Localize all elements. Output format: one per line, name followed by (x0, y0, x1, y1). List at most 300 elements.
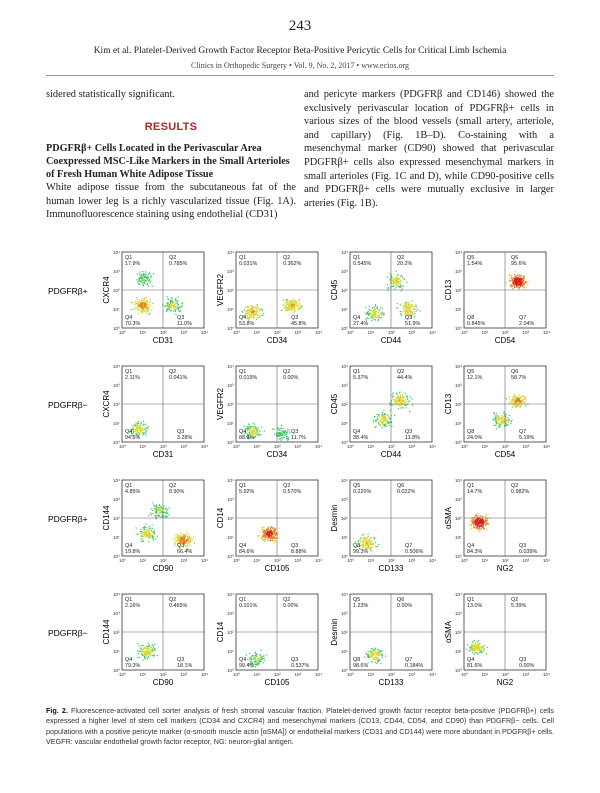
quadrant-label: Q4 (125, 315, 133, 321)
y-tick-label: 10⁰ (455, 554, 462, 559)
scatter-point (384, 424, 385, 425)
scatter-point (406, 304, 407, 305)
scatter-point (167, 308, 168, 309)
scatter-point (394, 289, 395, 290)
scatter-point (270, 529, 271, 530)
scatter-point (394, 403, 395, 404)
scatter-point (475, 524, 476, 525)
scatter-point (512, 283, 513, 284)
scatter-point (249, 317, 250, 318)
x-axis-title: CD34 (266, 336, 288, 345)
scatter-point (247, 426, 248, 427)
y-tick-label: 10⁰ (113, 326, 120, 331)
scatter-point (484, 523, 485, 524)
scatter-point (503, 413, 504, 414)
scatter-point (475, 525, 476, 526)
quadrant-value: 0.545% (353, 261, 372, 267)
y-tick-label: 10⁰ (455, 668, 462, 673)
quadrant-value: 51.9% (405, 321, 421, 327)
scatter-point (514, 405, 515, 406)
scatter-point (169, 305, 170, 306)
scatter-point (474, 649, 475, 650)
scatter-point (149, 279, 150, 280)
quadrant-label: Q8 (467, 315, 475, 321)
page-number: 243 (288, 18, 312, 34)
scatter-point (260, 537, 261, 538)
scatter-point (470, 520, 471, 521)
scatter-point (363, 546, 364, 547)
quadrant-value: 0.220% (353, 489, 372, 495)
scatter-point (132, 425, 133, 426)
scatter-point (378, 423, 379, 424)
scatter-point (516, 402, 517, 403)
x-tick-label: 10¹ (139, 672, 147, 677)
scatter-point (146, 428, 147, 429)
x-tick-label: 10³ (180, 330, 188, 335)
scatter-point (512, 400, 513, 401)
y-tick-label: 10³ (113, 269, 120, 274)
y-tick-label: 10³ (227, 497, 234, 502)
scatter-point (257, 315, 258, 316)
x-axis-title: NG2 (496, 678, 514, 687)
scatter-point (405, 407, 406, 408)
scatter-point (502, 415, 503, 416)
x-axis-title: CD133 (378, 678, 404, 687)
scatter-point (404, 400, 405, 401)
scatter-point (515, 402, 516, 403)
scatter-point (143, 428, 144, 429)
scatter-point (520, 275, 521, 276)
scatter-point (389, 425, 390, 426)
scatter-point (516, 399, 517, 400)
scatter-point (495, 425, 496, 426)
scatter-point (151, 536, 152, 537)
scatter-point (258, 535, 259, 536)
scatter-point (170, 302, 171, 303)
scatter-point (147, 311, 148, 312)
scatter-point (400, 304, 401, 305)
quadrant-value: 0.00% (519, 663, 535, 669)
scatter-point (402, 394, 403, 395)
y-axis-title: CD45 (330, 393, 339, 415)
scatter-point (372, 315, 373, 316)
scatter-point (367, 656, 368, 657)
row-label: PDGFRβ− (48, 400, 88, 410)
scatter-point (175, 299, 176, 300)
quadrant-value: 3.28% (177, 435, 193, 441)
scatter-point (372, 311, 373, 312)
scatter-point (177, 300, 178, 301)
scatter-point (145, 308, 146, 309)
scatter-point (259, 660, 260, 661)
scatter-point (479, 529, 480, 530)
scatter-point (277, 534, 278, 535)
scatter-point (479, 520, 480, 521)
scatter-point (512, 280, 513, 281)
scatter-point (392, 281, 393, 282)
scatter-point (411, 305, 412, 306)
scatter-point (260, 661, 261, 662)
x-tick-label: 10⁴ (429, 330, 437, 335)
scatter-point (300, 305, 301, 306)
scatter-point (400, 276, 401, 277)
scatter-point (396, 280, 397, 281)
scatter-point (283, 434, 284, 435)
quadrant-label: Q2 (169, 369, 177, 375)
scatter-point (141, 429, 142, 430)
y-tick-label: 10⁴ (113, 250, 121, 255)
scatter-point (474, 654, 475, 655)
scatter-point (153, 504, 154, 505)
scatter-point (139, 645, 140, 646)
scatter-point (368, 536, 369, 537)
scatter-point (166, 508, 167, 509)
scatter-point (480, 651, 481, 652)
x-tick-label: 10⁴ (315, 558, 323, 563)
scatter-point (501, 422, 502, 423)
scatter-point (278, 427, 279, 428)
scatter-point (150, 513, 151, 514)
scatter-point (253, 426, 254, 427)
scatter-point (516, 401, 517, 402)
scatter-point (485, 521, 486, 522)
scatter-point (151, 508, 152, 509)
row-label: PDGFRβ+ (48, 514, 88, 524)
scatter-point (289, 430, 290, 431)
scatter-point (407, 396, 408, 397)
scatter-point (484, 645, 485, 646)
scatter-point (149, 526, 150, 527)
scatter-point (519, 394, 520, 395)
scatter-point (273, 536, 274, 537)
scatter-point (138, 653, 139, 654)
scatter-point (370, 549, 371, 550)
scatter-point (147, 307, 148, 308)
scatter-point (392, 283, 393, 284)
quadrant-label: Q1 (467, 483, 475, 489)
quadrant-label: Q1 (239, 483, 247, 489)
row-label: PDGFRβ+ (48, 286, 88, 296)
scatter-point (254, 424, 255, 425)
scatter-point (374, 319, 375, 320)
scatter-point (412, 305, 413, 306)
scatter-point (148, 657, 149, 658)
scatter-point (168, 309, 169, 310)
x-tick-label: 10³ (408, 444, 416, 449)
scatter-point (143, 299, 144, 300)
scatter-point (168, 305, 169, 306)
y-tick-label: 10³ (227, 611, 234, 616)
scatter-point (501, 420, 502, 421)
scatter-point (374, 657, 375, 658)
scatter-point (183, 534, 184, 535)
scatter-point (261, 309, 262, 310)
y-tick-label: 10⁰ (341, 326, 348, 331)
scatter-point (416, 310, 417, 311)
scatter-point (365, 539, 366, 540)
scatter-point (473, 651, 474, 652)
scatter-point (152, 537, 153, 538)
scatter-point (401, 275, 402, 276)
scatter-point (374, 651, 375, 652)
scatter-point (142, 271, 143, 272)
scatter-point (145, 424, 146, 425)
scatter-point (398, 406, 399, 407)
quadrant-label: Q3 (177, 429, 185, 435)
scatter-point (272, 532, 273, 533)
scatter-point (151, 534, 152, 535)
x-tick-label: 10⁴ (543, 672, 551, 677)
scatter-point (148, 535, 149, 536)
scatter-point (152, 524, 153, 525)
scatter-point (478, 513, 479, 514)
scatter-point (511, 423, 512, 424)
body-paragraph: White adipose tissue from the subcutaneous fat of the human lower leg is a richly vascularized tissue (Fig. 1A). Immunofluorescence staining using endothelial (CD31) (46, 182, 296, 221)
y-tick-label: 10⁴ (113, 478, 121, 483)
scatter-point (516, 276, 517, 277)
scatter-point (254, 657, 255, 658)
scatter-point (145, 276, 146, 277)
scatter-point (258, 433, 259, 434)
scatter-point (255, 312, 256, 313)
scatter-point (287, 429, 288, 430)
subheading: PDGFRβ+ Cells Located in the Perivascular Area Coexpressed MSC-Like Markers in the Small Arterioles of Fresh Human White Adipose Tissue (46, 143, 290, 181)
scatter-point (381, 422, 382, 423)
quadrant-value: 44.4% (397, 375, 413, 381)
scatter-point (376, 663, 377, 664)
scatter-point (374, 315, 375, 316)
scatter-point (259, 316, 260, 317)
scatter-point (404, 402, 405, 403)
scatter-point (382, 416, 383, 417)
scatter-point (397, 394, 398, 395)
scatter-point (392, 286, 393, 287)
scatter-point (378, 657, 379, 658)
scatter-point (294, 305, 295, 306)
scatter-point (137, 273, 138, 274)
scatter-point (262, 310, 263, 311)
scatter-point (388, 422, 389, 423)
scatter-point (511, 421, 512, 422)
x-tick-label: 10¹ (139, 330, 147, 335)
y-tick-label: 10³ (341, 497, 348, 502)
caption-text: Fluorescence-activated cell sorter analysis of fresh stromal vascular fraction. Platelet-derived growth factor receptor beta-positive (PDGFRβ+) cells expressed a higher level of stem cell markers (CD34 and CXCR4) and mesenchymal markers (CD13, CD44, CD54, and CD90) than PDGFRβ− cells. Cell populations with a positive pericyte marker (α-smooth muscle actin [αSMA]) or endothelial markers (CD31 and CD144) were more abundant in PDGFRβ+ cells. VEGFR: vascular endothelial growth factor receptor, NG: neuron-glial antigen. (46, 706, 555, 747)
scatter-point (368, 655, 369, 656)
scatter-point (173, 308, 174, 309)
scatter-point (414, 313, 415, 314)
scatter-point (472, 646, 473, 647)
scatter-point (393, 399, 394, 400)
scatter-point (414, 306, 415, 307)
scatter-point (259, 431, 260, 432)
y-tick-label: 10⁴ (227, 250, 235, 255)
scatter-point (407, 308, 408, 309)
scatter-point (373, 543, 374, 544)
scatter-point (414, 316, 415, 317)
scatter-point (267, 529, 268, 530)
quadrant-label: Q3 (519, 543, 527, 549)
scatter-point (294, 310, 295, 311)
scatter-point (148, 310, 149, 311)
scatter-point (261, 650, 262, 651)
scatter-point (396, 285, 397, 286)
scatter-point (392, 392, 393, 393)
scatter-point (187, 545, 188, 546)
x-tick-label: 10³ (180, 558, 188, 563)
scatter-point (256, 434, 257, 435)
scatter-point (176, 301, 177, 302)
scatter-point (259, 535, 260, 536)
y-tick-label: 10³ (113, 497, 120, 502)
scatter-point (519, 284, 520, 285)
scatter-point (475, 644, 476, 645)
x-axis-title: CD54 (494, 450, 516, 459)
scatter-point (514, 287, 515, 288)
scatter-point (272, 528, 273, 529)
scatter-point (147, 531, 148, 532)
scatter-point (153, 647, 154, 648)
scatter-point (149, 307, 150, 308)
scatter-point (148, 278, 149, 279)
scatter-point (285, 305, 286, 306)
scatter-point (256, 654, 257, 655)
scatter-point (385, 417, 386, 418)
scatter-point (293, 302, 294, 303)
scatter-point (274, 527, 275, 528)
scatter-point (394, 415, 395, 416)
x-tick-label: 10² (388, 558, 395, 563)
scatter-point (150, 299, 151, 300)
x-tick-label: 10⁰ (347, 444, 354, 449)
scatter-point (420, 310, 421, 311)
scatter-point (417, 309, 418, 310)
quadrant-label: Q5 (467, 255, 475, 261)
scatter-point (524, 284, 525, 285)
scatter-point (142, 653, 143, 654)
scatter-point (159, 505, 160, 506)
scatter-point (159, 507, 160, 508)
scatter-point (143, 285, 144, 286)
quadrant-value: 19.8% (125, 549, 141, 555)
scatter-point (151, 309, 152, 310)
quadrant-value: 11.7% (291, 435, 306, 441)
scatter-point (152, 655, 153, 656)
scatter-point (381, 317, 382, 318)
scatter-point (377, 546, 378, 547)
scatter-point (510, 284, 511, 285)
scatter-point (138, 306, 139, 307)
scatter-point (473, 650, 474, 651)
scatter-point (514, 404, 515, 405)
scatter-point (137, 426, 138, 427)
quadrant-value: 84.3% (467, 549, 483, 555)
x-tick-label: 10³ (180, 444, 188, 449)
quadrant-value: 95.6% (511, 261, 527, 267)
y-axis-title: Desmin (330, 618, 339, 646)
scatter-point (469, 525, 470, 526)
scatter-point (145, 280, 146, 281)
scatter-point (525, 405, 526, 406)
scatter-point (521, 275, 522, 276)
scatter-point (385, 425, 386, 426)
scatter-point (299, 308, 300, 309)
scatter-point (375, 305, 376, 306)
scatter-point (271, 536, 272, 537)
scatter-point (395, 399, 396, 400)
scatter-point (482, 526, 483, 527)
x-tick-label: 10² (274, 672, 281, 677)
quadrant-label: Q2 (511, 483, 519, 489)
scatter-point (485, 516, 486, 517)
scatter-point (471, 528, 472, 529)
scatter-point (160, 516, 161, 517)
scatter-point (369, 306, 370, 307)
y-tick-label: 10⁰ (227, 668, 234, 673)
x-tick-label: 10⁴ (201, 672, 209, 677)
quadrant-value: 20.2% (397, 261, 413, 267)
scatter-point (524, 289, 525, 290)
scatter-point (133, 431, 134, 432)
scatter-point (270, 537, 271, 538)
scatter-point (144, 298, 145, 299)
y-tick-label: 10⁰ (341, 440, 348, 445)
scatter-point (362, 544, 363, 545)
scatter-point (154, 655, 155, 656)
scatter-point (143, 652, 144, 653)
scatter-point (260, 434, 261, 435)
quadrant-value: 79.3% (125, 663, 141, 669)
scatter-point (388, 421, 389, 422)
scatter-point (185, 545, 186, 546)
scatter-point (250, 314, 251, 315)
scatter-point (511, 286, 512, 287)
scatter-point (148, 653, 149, 654)
scatter-point (283, 428, 284, 429)
scatter-point (373, 420, 374, 421)
scatter-point (262, 529, 263, 530)
quadrant-label: Q3 (405, 315, 413, 321)
scatter-point (378, 544, 379, 545)
scatter-point (506, 398, 507, 399)
scatter-point (139, 428, 140, 429)
y-axis-title: Desmin (330, 504, 339, 532)
quadrant-value: 2.11% (125, 375, 140, 381)
scatter-point (142, 304, 143, 305)
scatter-point (509, 398, 510, 399)
scatter-point (142, 307, 143, 308)
scatter-point (264, 535, 265, 536)
x-tick-label: 10³ (522, 558, 530, 563)
x-tick-label: 10⁰ (347, 558, 354, 563)
scatter-point (487, 647, 488, 648)
quadrant-label: Q1 (353, 255, 361, 261)
scatter-point (524, 282, 525, 283)
scatter-point (511, 275, 512, 276)
quadrant-value: 27.4% (353, 321, 369, 327)
quadrant-label: Q8 (467, 429, 475, 435)
scatter-point (143, 273, 144, 274)
scatter-point (257, 312, 258, 313)
scatter-point (149, 531, 150, 532)
quadrant-label: Q4 (125, 543, 133, 549)
scatter-point (519, 406, 520, 407)
scatter-point (405, 399, 406, 400)
scatter-point (516, 285, 517, 286)
scatter-point (396, 276, 397, 277)
quadrant-label: Q4 (467, 657, 475, 663)
facs-figure (46, 242, 554, 702)
scatter-point (410, 313, 411, 314)
